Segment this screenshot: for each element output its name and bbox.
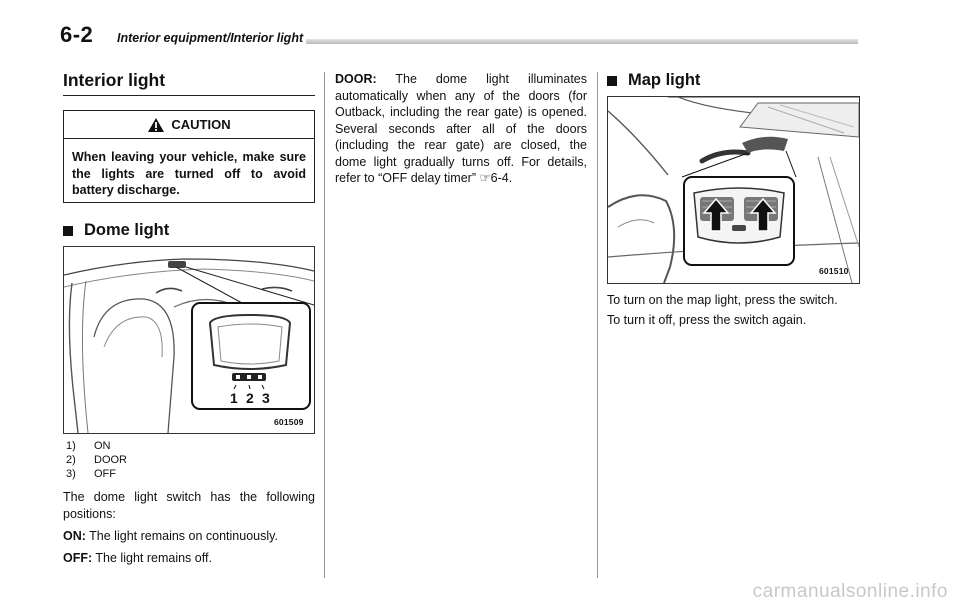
black-square-icon bbox=[607, 76, 617, 86]
caution-header bbox=[64, 111, 314, 139]
caution-box bbox=[63, 110, 315, 203]
legend-label: OFF bbox=[94, 468, 116, 480]
callout-3: 3 bbox=[262, 390, 270, 406]
legend-item bbox=[63, 453, 127, 467]
column-divider bbox=[324, 72, 325, 578]
door-paragraph bbox=[335, 71, 587, 187]
callout-1: 1 bbox=[230, 390, 238, 406]
off-text: The light remains off. bbox=[95, 551, 212, 565]
legend-number: 2) bbox=[66, 454, 76, 466]
on-paragraph bbox=[63, 528, 315, 545]
legend-number: 3) bbox=[66, 468, 76, 480]
on-text: The light remains on continuously. bbox=[89, 529, 278, 543]
turn-off-paragraph: To turn it off, press the switch again. bbox=[607, 313, 807, 327]
dome-light-illustration bbox=[64, 247, 314, 433]
door-text: The dome light illuminates automatically when any of the doors (for Outback, including the rear gate) is opened. Several seconds after all of the doors (including the rear gate) are closed, the dome light gradually turns off. For details, refer to “OFF delay timer” ☞6-4. bbox=[335, 72, 587, 185]
callout-2: 2 bbox=[246, 390, 254, 406]
map-light-figure bbox=[607, 96, 860, 284]
legend-number: 1) bbox=[66, 440, 76, 452]
off-paragraph bbox=[63, 550, 315, 567]
dome-light-heading-text: Dome light bbox=[84, 221, 170, 239]
legend-item bbox=[63, 467, 127, 481]
on-label: ON: bbox=[63, 529, 86, 543]
watermark: carmanualsonline.info bbox=[752, 581, 948, 602]
dome-light-figure bbox=[63, 246, 315, 434]
legend-label: DOOR bbox=[94, 454, 127, 466]
page-number: 6-2 bbox=[60, 22, 94, 47]
black-square-icon bbox=[63, 226, 73, 236]
header-rule bbox=[306, 39, 858, 44]
turn-on-paragraph: To turn on the map light, press the switch. bbox=[607, 293, 838, 307]
dome-light-heading bbox=[63, 221, 169, 240]
warning-triangle-icon bbox=[147, 117, 165, 133]
off-label: OFF: bbox=[63, 551, 93, 565]
door-label: DOOR: bbox=[335, 72, 377, 86]
caution-title: CAUTION bbox=[171, 117, 231, 132]
caution-text: When leaving your vehicle, make sure the lights are turned off to avoid battery discharge. bbox=[72, 150, 306, 197]
map-light-illustration bbox=[608, 97, 859, 283]
map-light-heading bbox=[607, 71, 700, 90]
figure-legend bbox=[63, 439, 127, 481]
figure-code: 601510 bbox=[819, 266, 849, 276]
column-divider bbox=[597, 72, 598, 578]
legend-item bbox=[63, 439, 127, 453]
page-heading: Interior light bbox=[63, 70, 315, 96]
intro-paragraph: The dome light switch has the following positions: bbox=[63, 490, 315, 521]
legend-label: ON bbox=[94, 440, 111, 452]
figure-code: 601509 bbox=[274, 417, 304, 427]
map-light-heading-text: Map light bbox=[628, 71, 701, 89]
section-title: Interior equipment/Interior light bbox=[117, 31, 304, 45]
